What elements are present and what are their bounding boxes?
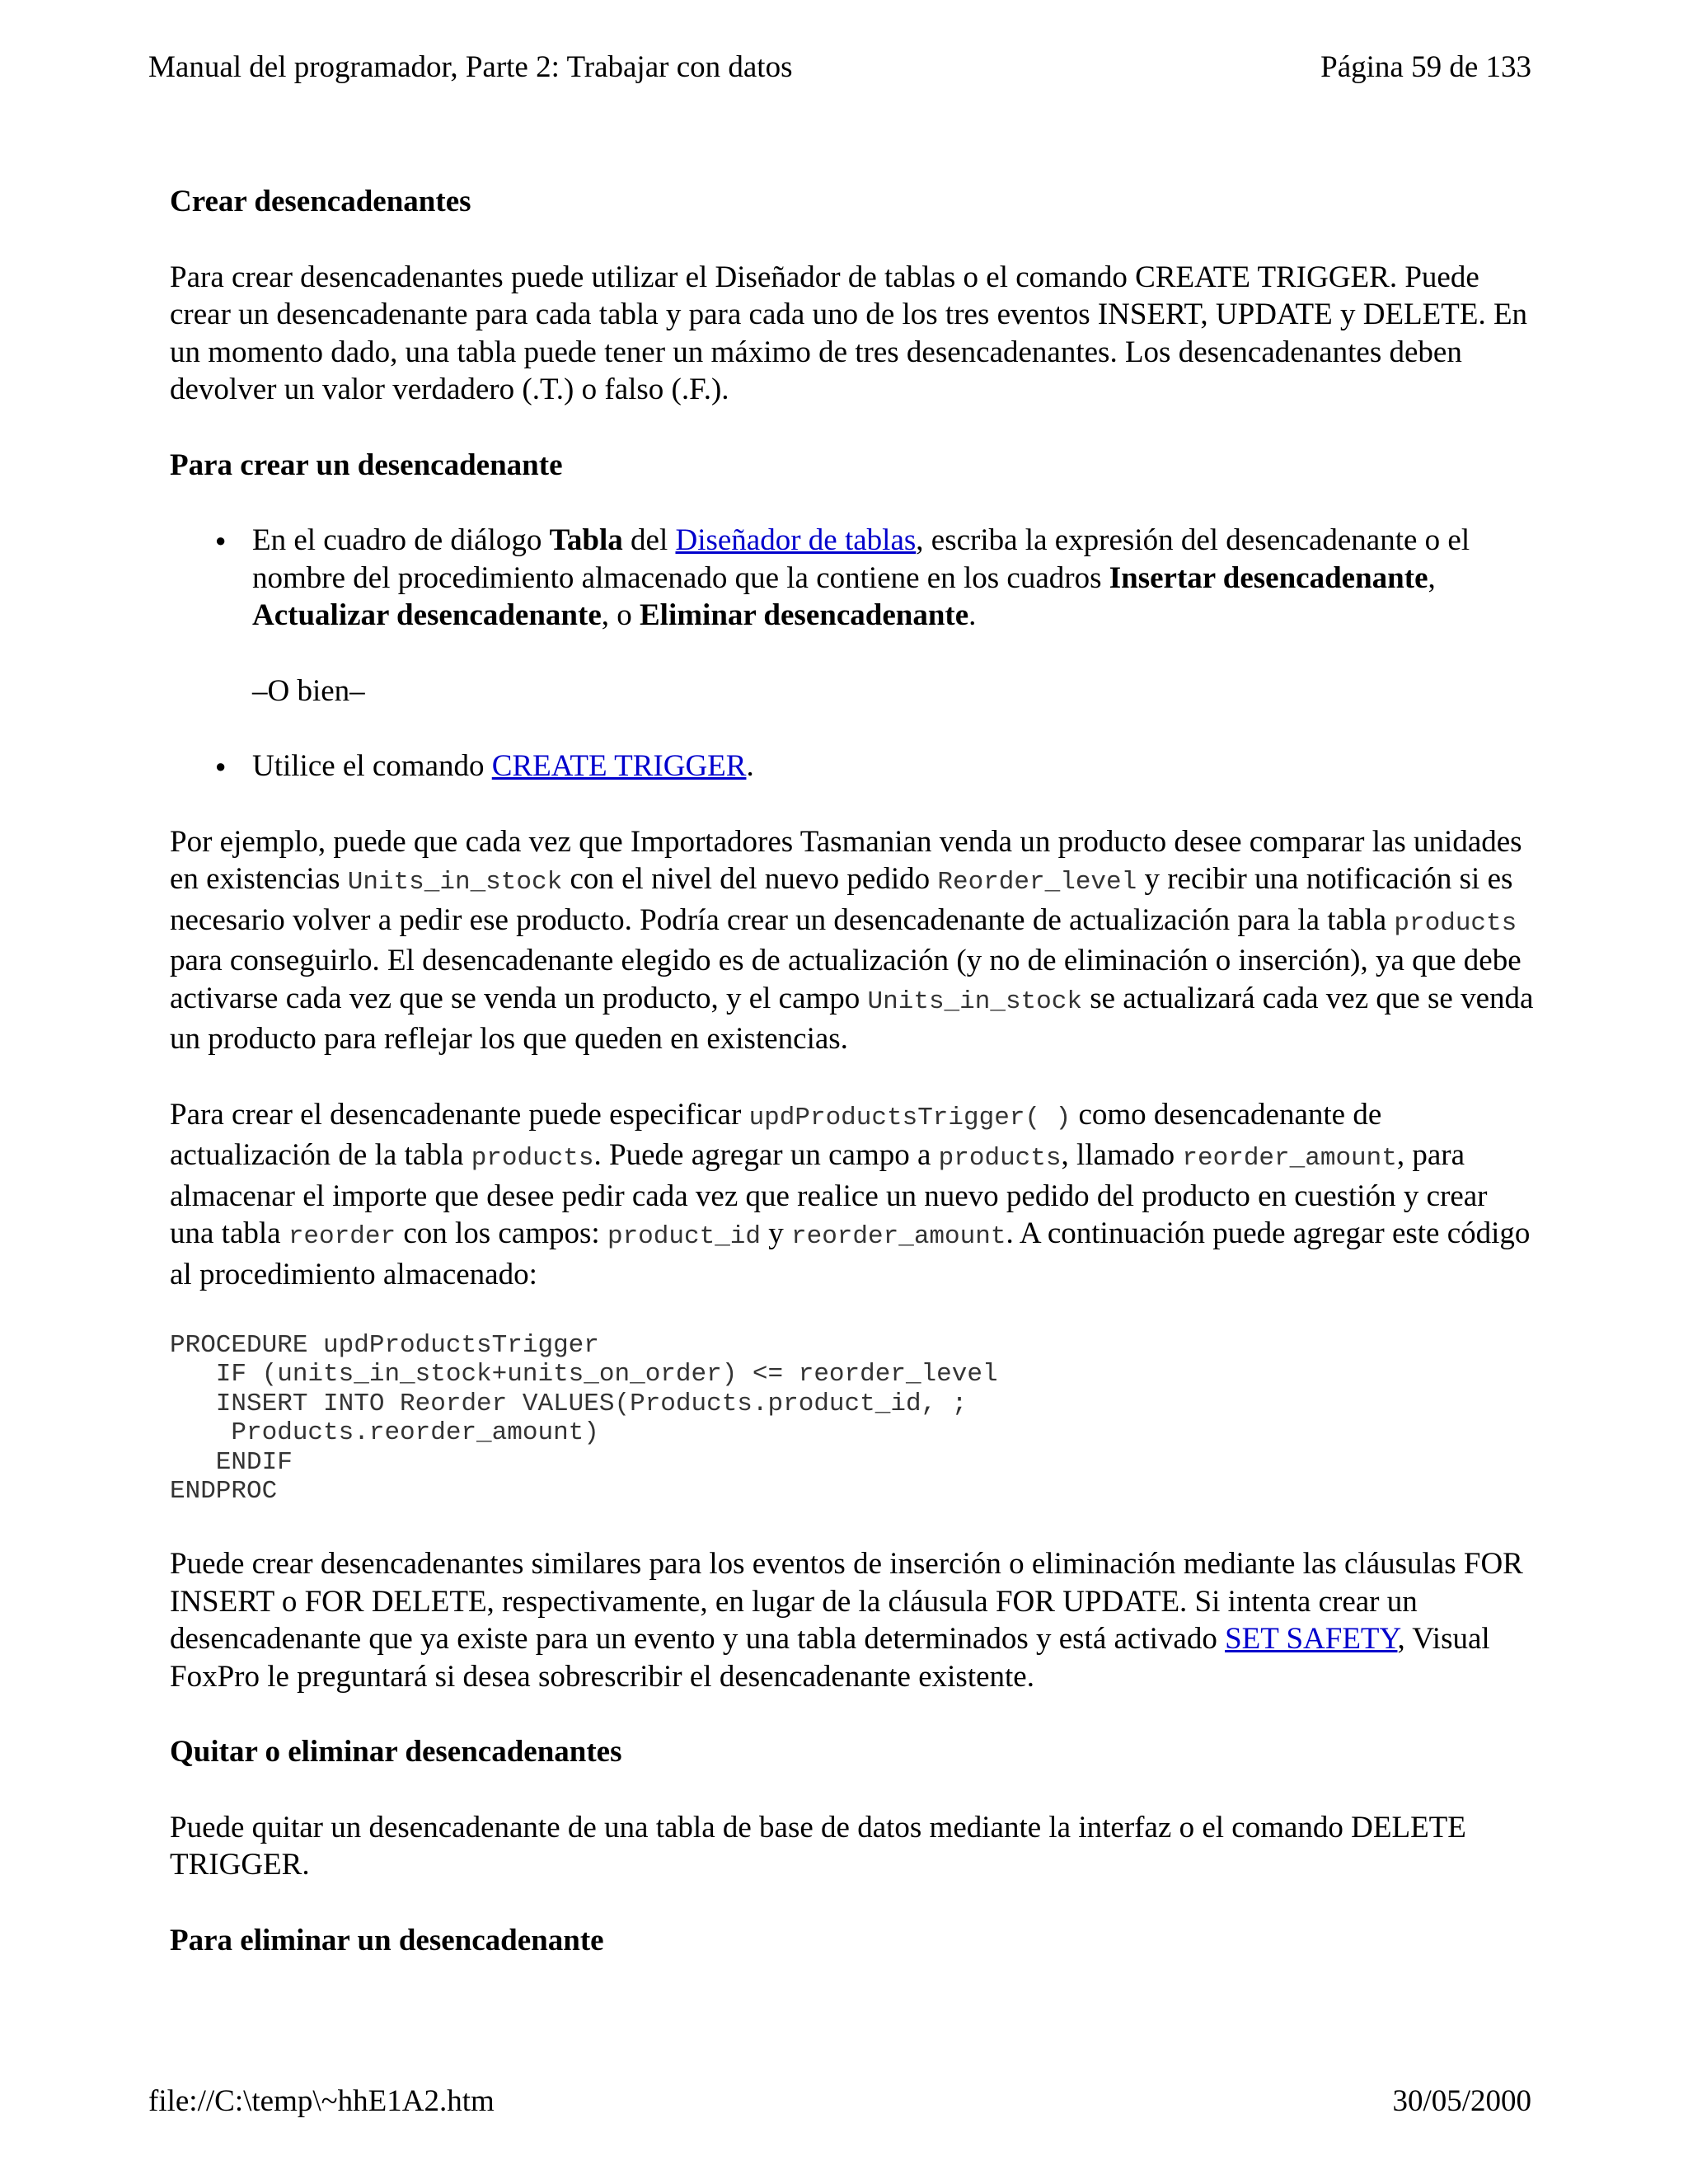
page-footer bbox=[148, 2083, 1531, 2120]
header-page-number: Página 59 de 133 bbox=[1320, 50, 1531, 84]
document-body bbox=[170, 183, 1538, 1997]
example-paragraph: Por ejemplo, puede que cada vez que Importadores Tasmanian venda un producto desee comparar las unidades en existencias Units_in_stock con el nivel del nuevo pedido Reorder_level y recibir una notificación si es necesario volver a pedir ese producto. Podría crear un desencadenante de actualización para la tabla products para conseguirlo. El desencadenante elegido es de actualización (y no de eliminación o inserción), ya que debe activarse cada vez que se venda un producto, y el campo Units_in_stock se actualizará cada vez que se venda un producto para reflejar los que queden en existencias. bbox=[170, 824, 1534, 1056]
page-header bbox=[148, 49, 1531, 86]
link-set-safety[interactable]: SET SAFETY bbox=[1225, 1622, 1398, 1657]
similar-paragraph: Puede crear desencadenantes similares para los eventos de inserción o eliminación mediante las cláusulas FOR INSERT o FOR DELETE, respectivamente, en lugar de la cláusula FOR UPDATE. Si intenta crear un desencadenante que ya existe para un evento y una tabla determinados y está activado SET SAFETY, Visual FoxPro le preguntará si desea sobrescribir el desencadenante existente. bbox=[170, 1547, 1523, 1694]
link-create-trigger[interactable]: CREATE TRIGGER bbox=[491, 749, 747, 783]
section-intro-quitar: Puede quitar un desencadenante de una tabla de base de datos mediante la interfaz o el comando DELETE TRIGGER. bbox=[170, 1810, 1466, 1882]
list-item: ● En el cuadro de diálogo Tabla del Diseñador de tablas, escriba la expresión del desencadenante o el nombre del procedimiento almacenado que la contiene en los cuadros Insertar desencadenante, Actualizar desencadenante, o Eliminar desencadenante. –O bien– bbox=[170, 522, 1538, 710]
procedure-list bbox=[170, 522, 1538, 785]
code-block: PROCEDURE updProductsTrigger IF (units_in_stock+units_on_order) <= reorder_level INSERT INTO Reorder VALUES(Products.product_id, ; Products.reorder_amount) ENDIF ENDPROC bbox=[170, 1331, 998, 1507]
list-item: ● Utilice el comando CREATE TRIGGER. bbox=[170, 748, 1538, 785]
footer-date: 30/05/2000 bbox=[1392, 2084, 1531, 2118]
section-heading-crear: Crear desencadenantes bbox=[170, 185, 471, 218]
procedure-heading-crear: Para crear un desencadenante bbox=[170, 448, 563, 482]
section-heading-quitar: Quitar o eliminar desencadenantes bbox=[170, 1735, 622, 1769]
header-title: Manual del programador, Parte 2: Trabajar con datos bbox=[148, 50, 793, 84]
section-intro-crear: Para crear desencadenantes puede utilizar el Diseñador de tablas o el comando CREATE TRIGGER. Puede crear un desencadenante para cada tabla y para cada uno de los tres eventos INSERT, UPDATE y DELETE. En un momento dado, una tabla puede tener un máximo de tres desencadenantes. Los desencadenantes deben devolver un valor verdadero (.T.) o falso (.F.). bbox=[170, 260, 1528, 406]
link-disenador-de-tablas[interactable]: Diseñador de tablas bbox=[675, 523, 917, 557]
procedure-heading-eliminar: Para eliminar un desencadenante bbox=[170, 1923, 604, 1957]
specify-paragraph: Para crear el desencadenante puede especificar updProductsTrigger( ) como desencadenante de actualización de la tabla products. Puede agregar un campo a products, llamado reorder_amount, para almacenar el importe que desee pedir cada vez que realice un nuevo pedido del producto en cuestión y crear una tabla reorder con los campos: product_id y reorder_amount. A continuación puede agregar este código al procedimiento almacenado: bbox=[170, 1097, 1531, 1291]
or-separator: –O bien– bbox=[252, 673, 365, 708]
footer-file-path: file://C:\temp\~hhE1A2.htm bbox=[148, 2084, 495, 2118]
